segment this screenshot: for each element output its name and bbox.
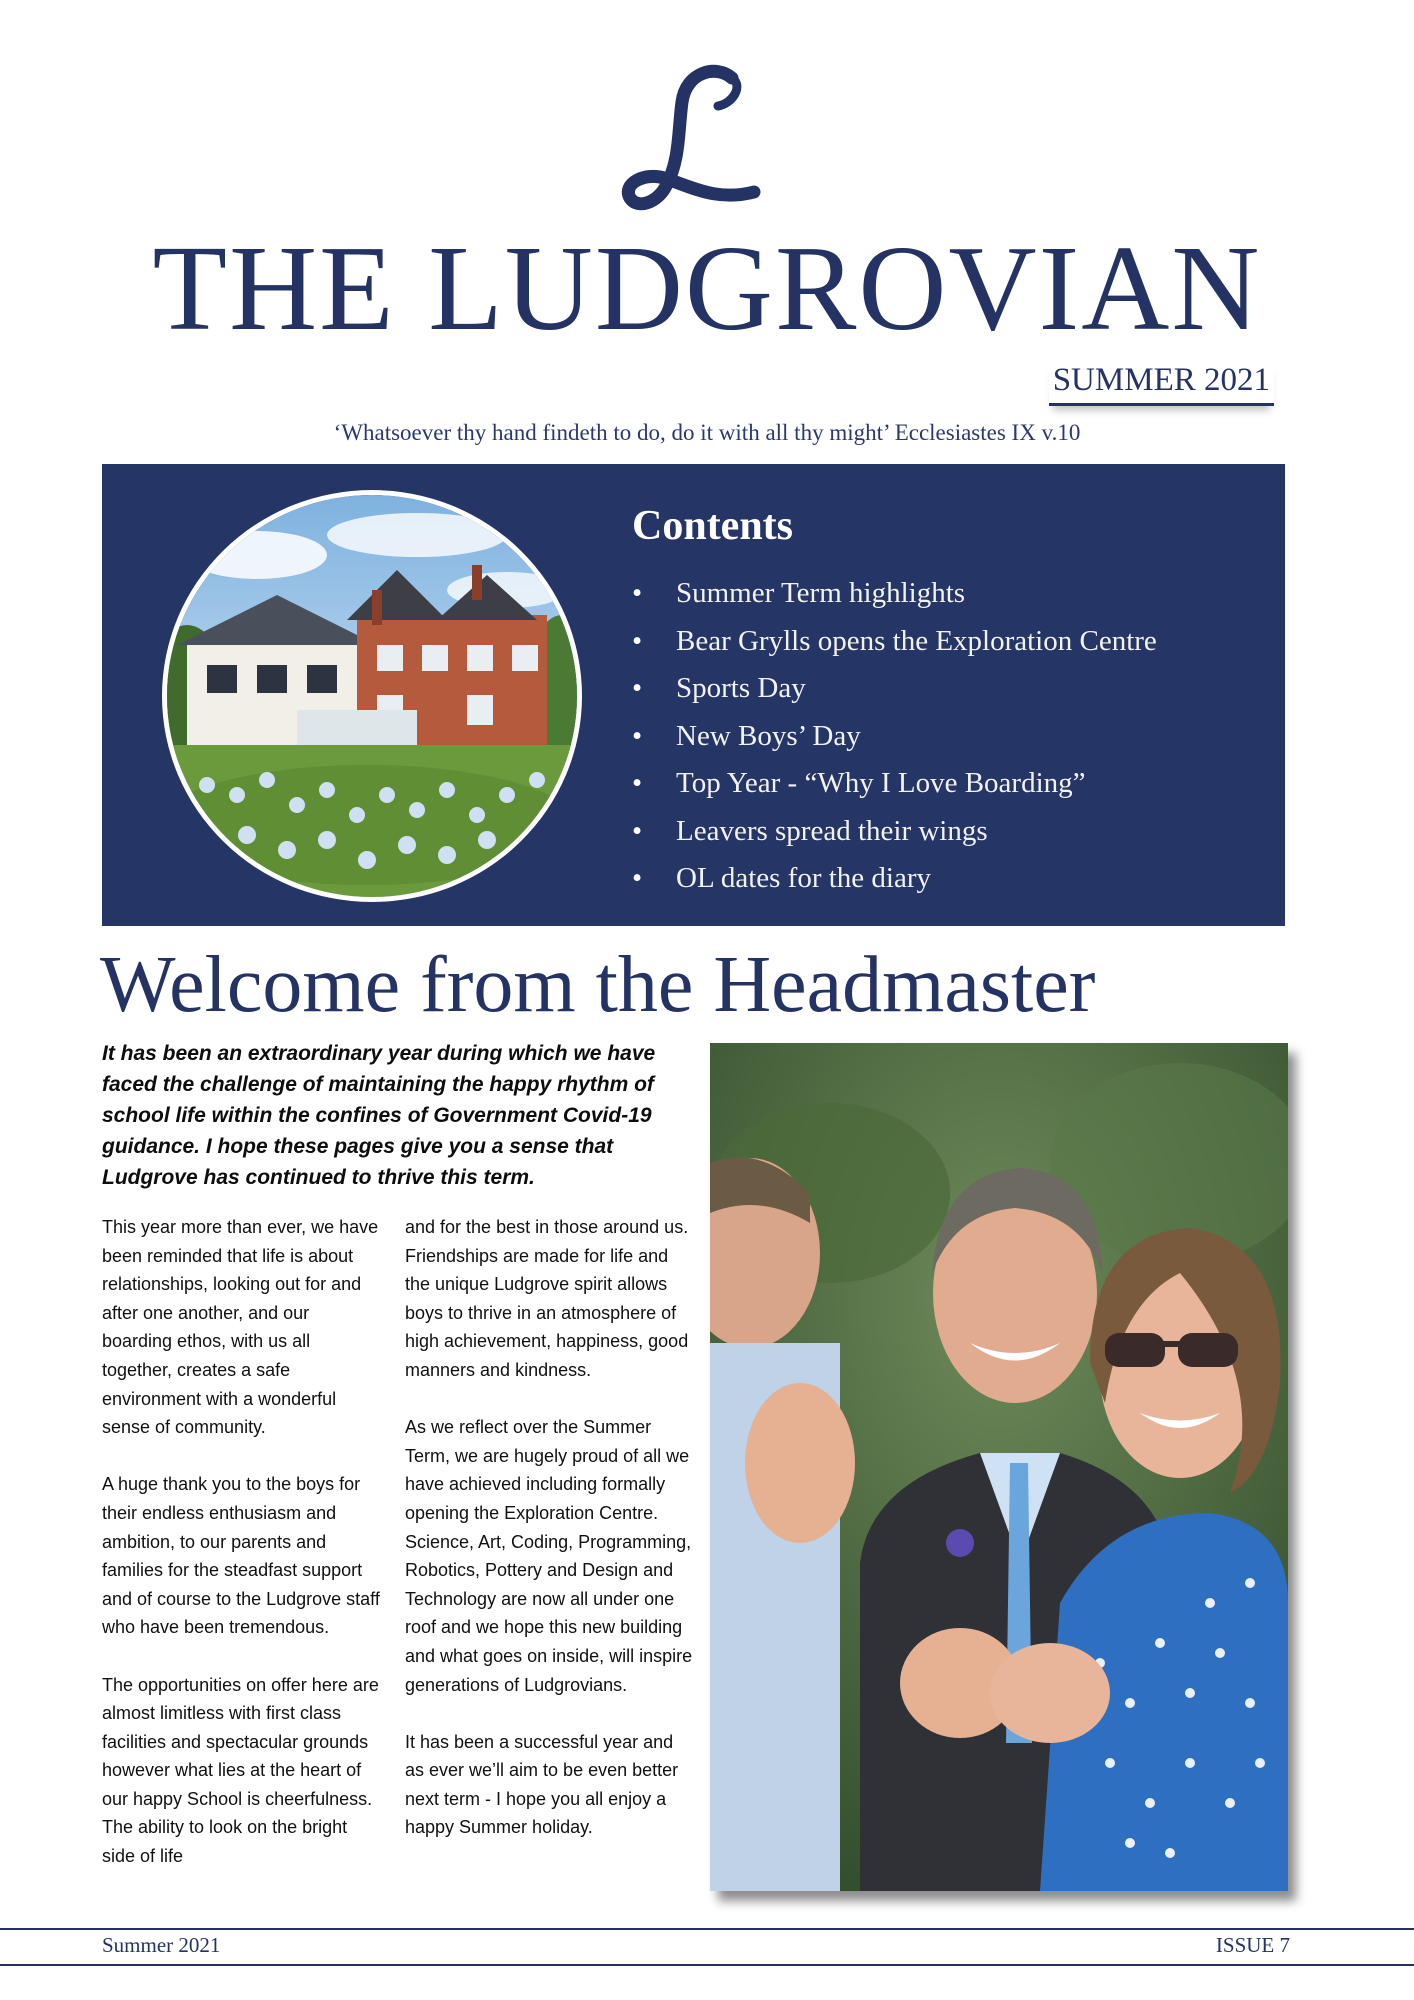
footer-edition: Summer 2021 (102, 1933, 221, 1957)
headmaster-and-wife-photo (710, 1043, 1288, 1891)
article-column-right (405, 1213, 695, 1871)
script-l-monogram-icon (620, 60, 770, 220)
article-paragraph: This year more than ever, we have been reminded that life is about relationships, looking out for and after one another, and our boarding ethos, with us all together, creates a safe environment with a wonderful sense of community. (102, 1217, 379, 1438)
contents-item: • Top Year - “Why I Love Boarding” (632, 760, 1157, 808)
contents-list (632, 570, 1157, 903)
contents-item: • Sports Day (632, 665, 1157, 713)
edition-label: SUMMER 2021 (1049, 362, 1274, 406)
masthead-title: THE LUDGROVIAN (152, 221, 1262, 356)
article-paragraph: It has been a successful year and as ever we’ll aim to be even better next term - I hope you all enjoy a happy Summer holiday. (405, 1731, 679, 1838)
article-paragraph: The opportunities on offer here are almost limitless with first class facilities and spectacular grounds however what lies at the heart of our happy School is cheerfulness. The ability to look on the bright side of life (102, 1674, 379, 1867)
motto: ‘Whatsoever thy hand findeth to do, do it with all thy might’ Ecclesiastes IX v.10 (333, 420, 1081, 445)
contents-item: • New Boys’ Day (632, 713, 1157, 761)
contents-heading: Contents (632, 503, 794, 549)
school-building-photo (162, 490, 582, 902)
contents-item: • Leavers spread their wings (632, 808, 1157, 856)
intro-paragraph: It has been an extraordinary year during which we have faced the challenge of maintaining the happy rhythm of school life within the confines of Government Covid-19 guidance. I hope these pages give you a sense that Ludgrove has continued to thrive this term. (102, 1042, 656, 1189)
article-paragraph: As we reflect over the Summer Term, we are hugely proud of all we have achieved including formally opening the Exploration Centre. Science, Art, Coding, Programming, Robotics, Pottery and Design and Technology are now all under one roof and we hope this new building and what goes on inside, will inspire generations of Ludgrovians. (405, 1417, 693, 1695)
footer-rule (0, 1964, 1414, 1966)
article-paragraph: A huge thank you to the boys for their endless enthusiasm and ambition, to our parents and families for the steadfast support and of course to the Ludgrove staff who have been tremendous. (102, 1474, 380, 1638)
contents-item: • OL dates for the diary (632, 855, 1157, 903)
contents-item: • Bear Grylls opens the Exploration Centre (632, 618, 1157, 666)
welcome-heading: Welcome from the Headmaster (100, 941, 1096, 1029)
article-column-left (102, 1213, 382, 1899)
footer-rule (0, 1928, 1414, 1930)
article-paragraph: and for the best in those around us. Friendships are made for life and the unique Ludgrove spirit allows boys to thrive in an atmosphere of high achievement, happiness, good manners and kindness. (405, 1217, 689, 1380)
contents-panel (102, 464, 1285, 926)
contents-item: • Summer Term highlights (632, 570, 1157, 618)
footer-issue: ISSUE 7 (1215, 1933, 1290, 1957)
